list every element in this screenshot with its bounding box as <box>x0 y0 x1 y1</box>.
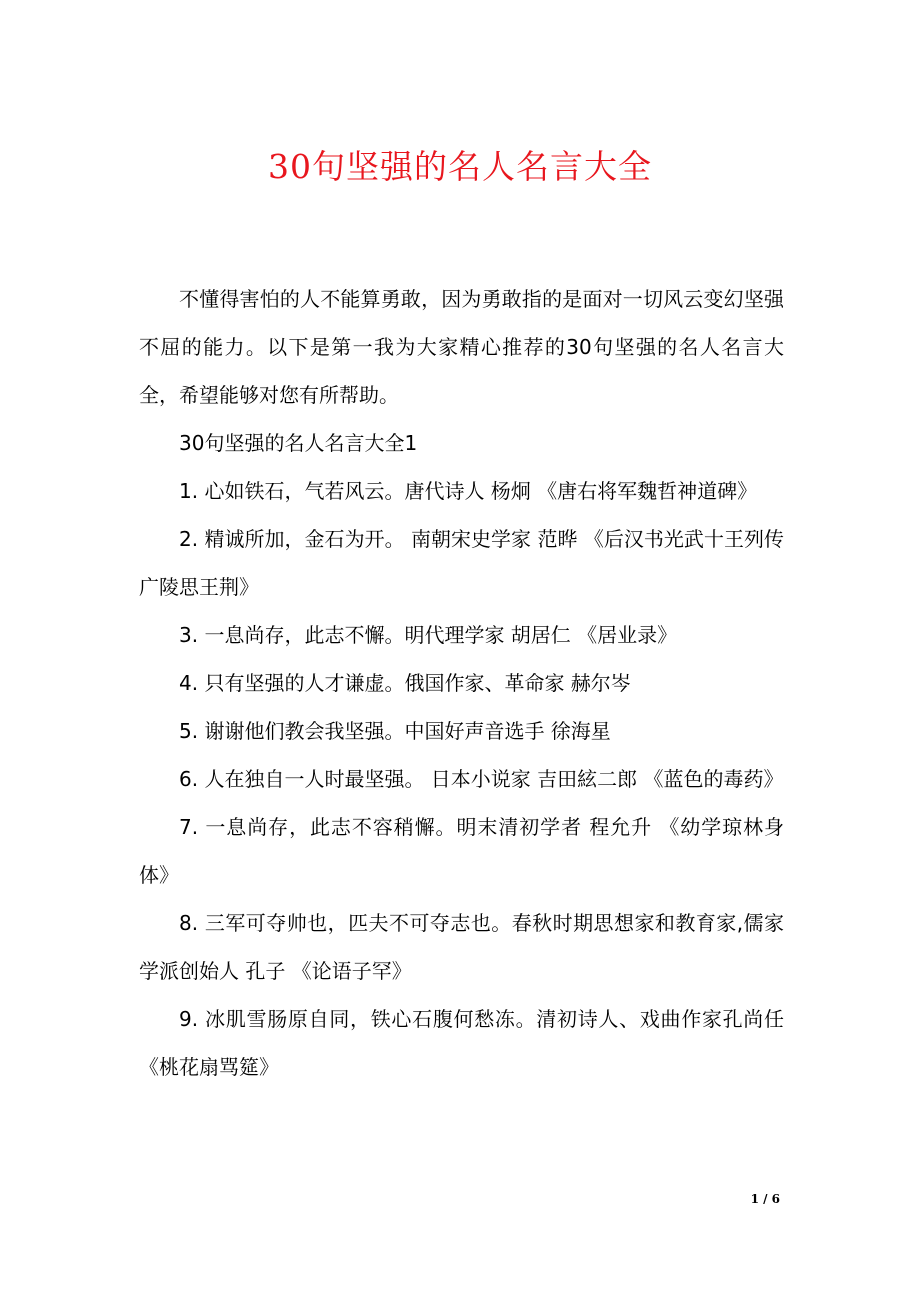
quote-item-8: 8. 三军可夺帅也，匹夫不可夺志也。春秋时期思想家和教育家,儒家学派创始人 孔子 《论语子罕》 <box>139 911 784 983</box>
quote-item-3: 3. 一息尚存，此志不懈。明代理学家 胡居仁 《居业录》 <box>179 623 678 647</box>
quote-item-1: 1. 心如铁石，气若风云。唐代诗人 杨炯 《唐右将军魏哲神道碑》 <box>179 479 758 503</box>
quote-item-4: 4. 只有坚强的人才谦虚。俄国作家、革命家 赫尔岑 <box>179 671 631 695</box>
document-title: 30句坚强的名人名言大全 <box>268 147 652 186</box>
quote-item-9: 9. 冰肌雪肠原自同，铁心石腹何愁冻。清初诗人、戏曲作家孔尚任 《桃花扇骂筵》 <box>139 1007 784 1079</box>
page-number: 1 / 6 <box>750 1192 780 1206</box>
quote-item-6: 6. 人在独自一人时最坚强。 日本小说家 吉田絃二郎 《蓝色的毒药》 <box>179 767 784 791</box>
section-heading: 30句坚强的名人名言大全1 <box>179 431 418 455</box>
intro-paragraph: 不懂得害怕的人不能算勇敢，因为勇敢指的是面对一切风云变幻坚强不屈的能力。以下是第一我为大家精心推荐的30句坚强的名人名言大全，希望能够对您有所帮助。 <box>139 287 784 407</box>
quote-item-5: 5. 谢谢他们教会我坚强。中国好声音选手 徐海星 <box>179 719 611 743</box>
quote-item-7: 7. 一息尚存，此志不容稍懈。明末清初学者 程允升 《幼学琼林身体》 <box>139 815 784 887</box>
document-body <box>139 275 784 1091</box>
quote-item-2: 2. 精诚所加，金石为开。 南朝宋史学家 范晔 《后汉书光武十王列传广陵思王荆》 <box>139 527 784 599</box>
